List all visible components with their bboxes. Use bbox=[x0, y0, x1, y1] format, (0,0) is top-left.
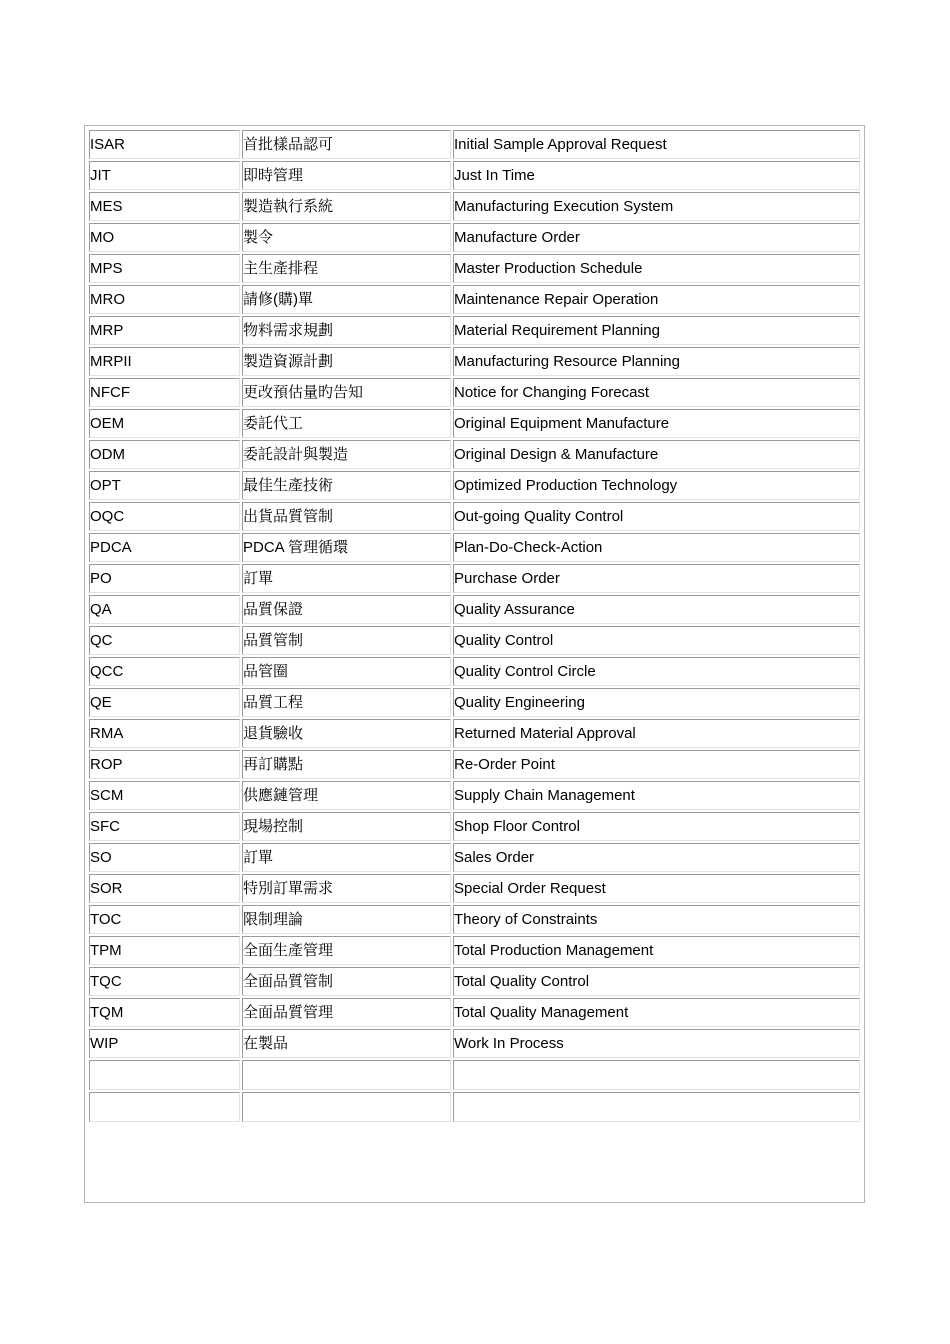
table-row bbox=[89, 409, 860, 438]
table-row bbox=[89, 440, 860, 469]
english-term-cell: Just In Time bbox=[453, 161, 860, 190]
abbreviation-cell: ISAR bbox=[89, 130, 240, 159]
chinese-term-cell: 退貨驗收 bbox=[242, 719, 451, 748]
abbreviation-cell: MPS bbox=[89, 254, 240, 283]
english-term-cell: Quality Control bbox=[453, 626, 860, 655]
abbreviation-cell bbox=[89, 1092, 240, 1122]
chinese-term-cell: 請修(購)單 bbox=[242, 285, 451, 314]
abbreviation-cell: SCM bbox=[89, 781, 240, 810]
table-row bbox=[89, 595, 860, 624]
abbreviation-cell bbox=[89, 1060, 240, 1090]
table-row bbox=[89, 719, 860, 748]
abbreviation-cell: QCC bbox=[89, 657, 240, 686]
abbreviation-cell: TOC bbox=[89, 905, 240, 934]
english-term-cell: Original Design & Manufacture bbox=[453, 440, 860, 469]
english-term-cell bbox=[453, 1092, 860, 1122]
chinese-term-cell: 全面品質管理 bbox=[242, 998, 451, 1027]
table-row bbox=[89, 781, 860, 810]
abbreviation-cell: RMA bbox=[89, 719, 240, 748]
chinese-term-cell bbox=[242, 1060, 451, 1090]
table-row bbox=[89, 1029, 860, 1058]
chinese-term-cell: 製造資源計劃 bbox=[242, 347, 451, 376]
english-term-cell: Maintenance Repair Operation bbox=[453, 285, 860, 314]
abbreviation-cell: TQM bbox=[89, 998, 240, 1027]
abbreviation-cell: MRO bbox=[89, 285, 240, 314]
table-row bbox=[89, 347, 860, 376]
english-term-cell: Quality Control Circle bbox=[453, 657, 860, 686]
chinese-term-cell: 全面品質管制 bbox=[242, 967, 451, 996]
table-row bbox=[89, 905, 860, 934]
table-row bbox=[89, 378, 860, 407]
table-row bbox=[89, 223, 860, 252]
table-row bbox=[89, 843, 860, 872]
table-row bbox=[89, 967, 860, 996]
english-term-cell: Manufacturing Execution System bbox=[453, 192, 860, 221]
abbreviation-cell: SOR bbox=[89, 874, 240, 903]
english-term-cell bbox=[453, 1060, 860, 1090]
english-term-cell: Manufacture Order bbox=[453, 223, 860, 252]
glossary-table-frame bbox=[84, 125, 865, 1203]
chinese-term-cell: 委託代工 bbox=[242, 409, 451, 438]
abbreviation-cell: JIT bbox=[89, 161, 240, 190]
glossary-table-body bbox=[89, 130, 860, 1122]
table-row bbox=[89, 750, 860, 779]
abbreviation-cell: TQC bbox=[89, 967, 240, 996]
english-term-cell: Purchase Order bbox=[453, 564, 860, 593]
table-row bbox=[89, 657, 860, 686]
chinese-term-cell: 訂單 bbox=[242, 564, 451, 593]
english-term-cell: Master Production Schedule bbox=[453, 254, 860, 283]
table-row bbox=[89, 936, 860, 965]
chinese-term-cell: 全面生產管理 bbox=[242, 936, 451, 965]
table-row bbox=[89, 502, 860, 531]
english-term-cell: Special Order Request bbox=[453, 874, 860, 903]
table-row bbox=[89, 285, 860, 314]
english-term-cell: Original Equipment Manufacture bbox=[453, 409, 860, 438]
abbreviation-cell: PDCA bbox=[89, 533, 240, 562]
abbreviation-cell: MRPII bbox=[89, 347, 240, 376]
chinese-term-cell: PDCA 管理循環 bbox=[242, 533, 451, 562]
abbreviation-cell: SO bbox=[89, 843, 240, 872]
english-term-cell: Total Quality Management bbox=[453, 998, 860, 1027]
table-row bbox=[89, 192, 860, 221]
table-row bbox=[89, 254, 860, 283]
table-row-empty bbox=[89, 1092, 860, 1122]
chinese-term-cell: 品質工程 bbox=[242, 688, 451, 717]
chinese-term-cell: 供應鏈管理 bbox=[242, 781, 451, 810]
table-row bbox=[89, 998, 860, 1027]
english-term-cell: Plan-Do-Check-Action bbox=[453, 533, 860, 562]
abbreviation-cell: WIP bbox=[89, 1029, 240, 1058]
chinese-term-cell: 品質管制 bbox=[242, 626, 451, 655]
abbreviation-cell: SFC bbox=[89, 812, 240, 841]
chinese-term-cell: 再訂購點 bbox=[242, 750, 451, 779]
english-term-cell: Re-Order Point bbox=[453, 750, 860, 779]
chinese-term-cell: 現場控制 bbox=[242, 812, 451, 841]
table-row bbox=[89, 626, 860, 655]
chinese-term-cell: 訂單 bbox=[242, 843, 451, 872]
chinese-term-cell: 出貨品質管制 bbox=[242, 502, 451, 531]
english-term-cell: Total Quality Control bbox=[453, 967, 860, 996]
english-term-cell: Returned Material Approval bbox=[453, 719, 860, 748]
english-term-cell: Out-going Quality Control bbox=[453, 502, 860, 531]
table-row bbox=[89, 533, 860, 562]
abbreviation-cell: OPT bbox=[89, 471, 240, 500]
table-row bbox=[89, 688, 860, 717]
abbreviation-cell: OQC bbox=[89, 502, 240, 531]
table-row bbox=[89, 564, 860, 593]
abbreviation-cell: MO bbox=[89, 223, 240, 252]
abbreviation-cell: ODM bbox=[89, 440, 240, 469]
abbreviation-cell: QE bbox=[89, 688, 240, 717]
english-term-cell: Theory of Constraints bbox=[453, 905, 860, 934]
abbreviation-cell: PO bbox=[89, 564, 240, 593]
chinese-term-cell: 品質保證 bbox=[242, 595, 451, 624]
chinese-term-cell: 製造執行系統 bbox=[242, 192, 451, 221]
table-row bbox=[89, 161, 860, 190]
abbreviation-cell: OEM bbox=[89, 409, 240, 438]
chinese-term-cell: 品管圈 bbox=[242, 657, 451, 686]
chinese-term-cell: 更改預估量旳告知 bbox=[242, 378, 451, 407]
chinese-term-cell: 首批樣品認可 bbox=[242, 130, 451, 159]
abbreviation-cell: QC bbox=[89, 626, 240, 655]
abbreviation-cell: MES bbox=[89, 192, 240, 221]
english-term-cell: Quality Assurance bbox=[453, 595, 860, 624]
english-term-cell: Total Production Management bbox=[453, 936, 860, 965]
chinese-term-cell: 最佳生產技術 bbox=[242, 471, 451, 500]
english-term-cell: Optimized Production Technology bbox=[453, 471, 860, 500]
chinese-term-cell: 物料需求規劃 bbox=[242, 316, 451, 345]
abbreviation-cell: TPM bbox=[89, 936, 240, 965]
english-term-cell: Manufacturing Resource Planning bbox=[453, 347, 860, 376]
chinese-term-cell: 即時管理 bbox=[242, 161, 451, 190]
abbreviation-cell: ROP bbox=[89, 750, 240, 779]
chinese-term-cell: 限制理論 bbox=[242, 905, 451, 934]
english-term-cell: Material Requirement Planning bbox=[453, 316, 860, 345]
english-term-cell: Notice for Changing Forecast bbox=[453, 378, 860, 407]
abbreviation-cell: NFCF bbox=[89, 378, 240, 407]
table-row-empty bbox=[89, 1060, 860, 1090]
abbreviation-cell: QA bbox=[89, 595, 240, 624]
glossary-table bbox=[87, 128, 862, 1124]
english-term-cell: Work In Process bbox=[453, 1029, 860, 1058]
english-term-cell: Initial Sample Approval Request bbox=[453, 130, 860, 159]
table-row bbox=[89, 471, 860, 500]
chinese-term-cell: 主生產排程 bbox=[242, 254, 451, 283]
english-term-cell: Quality Engineering bbox=[453, 688, 860, 717]
abbreviation-cell: MRP bbox=[89, 316, 240, 345]
table-row bbox=[89, 812, 860, 841]
english-term-cell: Supply Chain Management bbox=[453, 781, 860, 810]
table-row bbox=[89, 316, 860, 345]
chinese-term-cell bbox=[242, 1092, 451, 1122]
chinese-term-cell: 製令 bbox=[242, 223, 451, 252]
chinese-term-cell: 特別訂單需求 bbox=[242, 874, 451, 903]
english-term-cell: Sales Order bbox=[453, 843, 860, 872]
chinese-term-cell: 在製品 bbox=[242, 1029, 451, 1058]
english-term-cell: Shop Floor Control bbox=[453, 812, 860, 841]
chinese-term-cell: 委託設計與製造 bbox=[242, 440, 451, 469]
table-row bbox=[89, 130, 860, 159]
table-row bbox=[89, 874, 860, 903]
